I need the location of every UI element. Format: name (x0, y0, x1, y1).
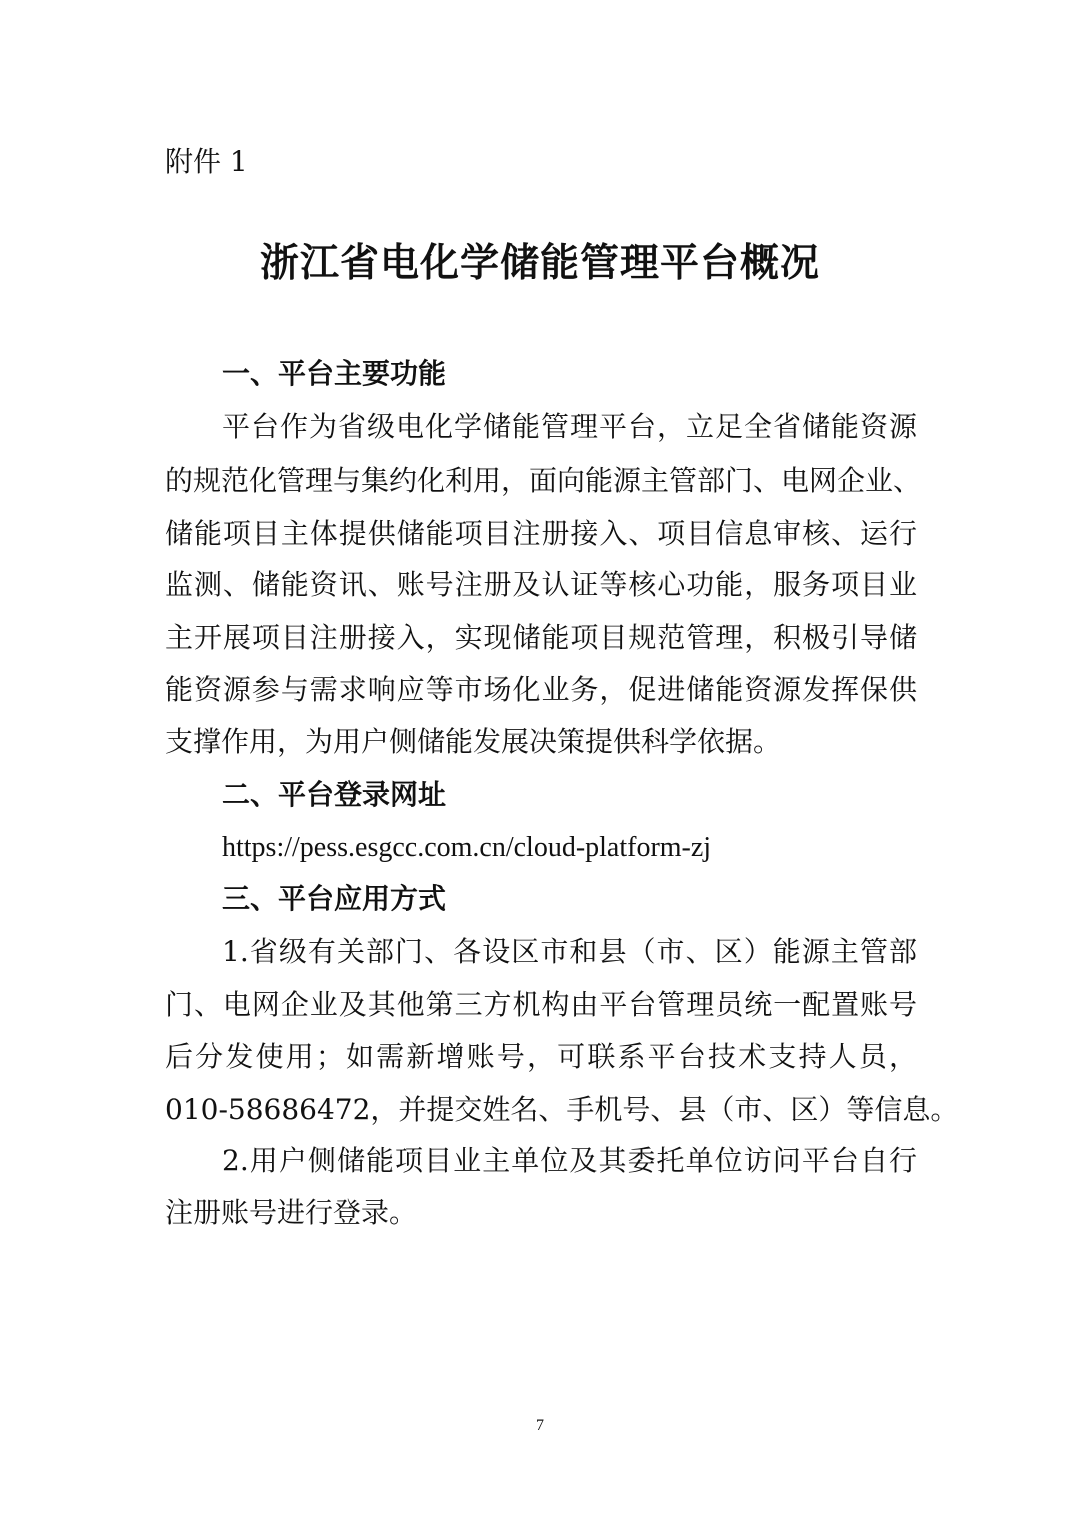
page-number: 7 (536, 1417, 544, 1434)
section-3-paragraph-1-line: 010-58686472，并提交姓名、手机号、县（市、区）等信息。 (165, 1093, 959, 1126)
section-1-line: 储能项目主体提供储能项目注册接入、项目信息审核、运行 (165, 517, 917, 550)
section-1-line: 主开展项目注册接入，实现储能项目规范管理，积极引导储 (165, 621, 917, 654)
section-3-paragraph-1-line: 门、电网企业及其他第三方机构由平台管理员统一配置账号 (165, 988, 917, 1021)
section-1-line: 监测、储能资讯、账号注册及认证等核心功能，服务项目业 (165, 568, 917, 601)
attachment-label: 附件 1 (165, 145, 248, 178)
section-3-paragraph-1-line: 后分发使用；如需新增账号，可联系平台技术支持人员， (165, 1040, 917, 1073)
section-1-line: 的规范化管理与集约化利用，面向能源主管部门、电网企业、 (165, 464, 922, 497)
section-3-heading: 三、平台应用方式 (222, 882, 447, 915)
section-1-line: 能资源参与需求响应等市场化业务，促进储能资源发挥保供 (165, 673, 917, 706)
document-title: 浙江省电化学储能管理平台概况 (259, 241, 820, 286)
section-3-paragraph-2-line: 注册账号进行登录。 (165, 1196, 418, 1229)
section-2-heading: 二、平台登录网址 (222, 778, 447, 811)
section-3-paragraph-2-line: 2.用户侧储能项目业主单位及其委托单位访问平台自行 (222, 1144, 917, 1177)
section-1-heading: 一、平台主要功能 (222, 357, 447, 390)
section-1-line: 支撑作用，为用户侧储能发展决策提供科学依据。 (165, 725, 782, 758)
section-1-line: 平台作为省级电化学储能管理平台，立足全省储能资源 (222, 410, 917, 443)
platform-url[interactable]: https://pess.esgcc.com.cn/cloud-platform-zj (222, 832, 712, 863)
section-3-paragraph-1-line: 1.省级有关部门、各设区市和县（市、区）能源主管部 (222, 935, 917, 968)
